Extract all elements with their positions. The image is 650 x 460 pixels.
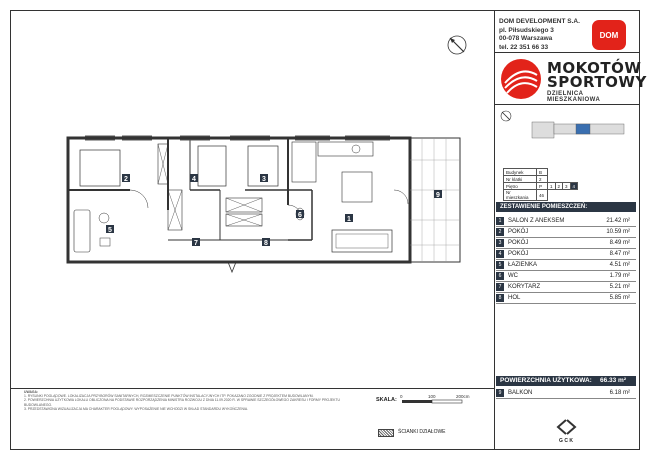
room-row xyxy=(496,260,636,271)
room-number: 6 xyxy=(496,272,504,280)
brand-title xyxy=(547,61,647,89)
floor-4: 4 xyxy=(570,183,578,190)
separator xyxy=(495,104,640,105)
note-line: UWAGA: xyxy=(24,390,39,394)
scale-mark: 100 xyxy=(428,394,436,399)
plan-label: 2 xyxy=(124,176,128,183)
gk-logo xyxy=(546,418,586,446)
room-name: BALKON xyxy=(508,390,533,396)
floor-1: 1 xyxy=(548,183,556,190)
note-line: 3. PRZEDSTAWIONA WIZUALIZACJA MA CHARAKTER POGLĄDOWY. WYPOSAŻENIE NIE WCHODZI W SKŁAD STANDARDU WYKOŃCZENIA. xyxy=(24,406,249,411)
room-number: 4 xyxy=(496,250,504,258)
plan-label: 3 xyxy=(262,176,266,183)
room-area: 21.42 m² xyxy=(606,218,630,224)
plan-label: 4 xyxy=(192,176,196,183)
company-name: DOM DEVELOPMENT S.A. xyxy=(499,18,580,25)
compass-small-icon xyxy=(500,110,512,122)
room-row xyxy=(496,238,636,249)
room-row xyxy=(496,293,636,304)
room-number: 5 xyxy=(496,261,504,269)
room-name: WC xyxy=(508,273,518,279)
floor-2: 2 xyxy=(555,183,563,190)
sheet-divider-vertical xyxy=(494,10,495,450)
company-street: pl. Piłsudskiego 3 xyxy=(499,26,554,34)
rooms-list xyxy=(496,216,636,304)
staircase-value: 2 xyxy=(537,176,548,183)
room-name: ŁAZIENKA xyxy=(508,262,538,268)
room-number: 3 xyxy=(496,239,504,247)
building-label: Budynek xyxy=(504,169,537,176)
plan-label: 6 xyxy=(298,212,302,219)
brand-mark-icon xyxy=(499,57,543,101)
floor-P: P xyxy=(537,183,548,190)
floor-3: 3 xyxy=(563,183,571,190)
rooms-title: ZESTAWIENIE POMIESZCZEŃ: xyxy=(496,202,636,212)
room-name: KORYTARZ xyxy=(508,284,541,290)
room-area: 6.18 m² xyxy=(609,390,630,396)
apartment-value: 46 xyxy=(537,190,548,201)
brand-logo xyxy=(499,57,647,103)
total-area xyxy=(496,376,636,386)
plan-label: 5 xyxy=(108,227,112,234)
note-line: 2. POWIERZCHNIA UŻYTKOWA LOKALU OBLICZONA NA PODSTAWIE ROZPORZĄDZENIA MINISTRA ROZWOJU Z DNIA 11.09.2020 R. W SPRAWIE SZCZEGÓŁOWEGO ZAKRESU I FORMY PROJEKTU BUDOWLANEGO. xyxy=(24,398,340,407)
dom-logo: DOM xyxy=(592,20,626,50)
building-value: B xyxy=(537,169,548,176)
balcony-row xyxy=(496,388,636,399)
room-row xyxy=(496,271,636,282)
total-label: POWIERZCHNIA UŻYTKOWA: xyxy=(500,377,592,384)
notes xyxy=(24,390,354,411)
brand-subtitle: DZIELNICA MIESZKANIOWA xyxy=(547,91,601,103)
room-number: 7 xyxy=(496,283,504,291)
room-number: 8 xyxy=(496,294,504,302)
compass-icon xyxy=(446,34,468,56)
brand-line2: SPORTOWY xyxy=(547,73,647,91)
staircase-label: Nr klatki xyxy=(504,176,537,183)
scale-bar xyxy=(400,392,480,410)
room-area: 10.59 m² xyxy=(606,229,630,235)
room-area: 8.47 m² xyxy=(609,251,630,257)
room-row xyxy=(496,216,636,227)
gk-text: G C K xyxy=(559,438,573,444)
company-city: 00-078 Warszawa xyxy=(499,35,553,42)
room-name: POKÓJ xyxy=(508,229,529,235)
gk-mark-icon xyxy=(555,418,577,436)
room-number: 9 xyxy=(496,389,504,397)
brand-line1: MOKOTÓW xyxy=(547,59,642,77)
legend-partition-walls: ŚCIANKI DZIAŁOWE xyxy=(398,429,446,435)
room-name: HOL xyxy=(508,295,521,301)
room-number: 2 xyxy=(496,228,504,236)
separator xyxy=(495,52,640,53)
scale-mark: 0 xyxy=(400,394,403,399)
room-row xyxy=(496,249,636,260)
room-row xyxy=(496,282,636,293)
apartment-label: Nr mieszkania xyxy=(504,190,537,201)
room-name: POKÓJ xyxy=(508,251,529,257)
plan-label: 9 xyxy=(436,192,440,199)
plan-label: 8 xyxy=(264,240,268,247)
plan-label: 7 xyxy=(194,240,198,247)
room-area: 1.79 m² xyxy=(609,273,630,279)
room-number: 1 xyxy=(496,217,504,225)
room-name: POKÓJ xyxy=(508,240,529,246)
company-info xyxy=(499,18,580,52)
room-row xyxy=(496,227,636,238)
plan-label: 1 xyxy=(347,216,351,223)
legend-swatch xyxy=(378,429,394,437)
room-area: 8.49 m² xyxy=(609,240,630,246)
scale-mark: 200cm xyxy=(456,394,470,399)
scale-label: SKALA: xyxy=(376,397,397,403)
room-area: 5.21 m² xyxy=(609,284,630,290)
company-phone: tel. 22 351 66 33 xyxy=(499,43,549,51)
floor-label: Piętro xyxy=(504,183,537,190)
site-plan xyxy=(530,116,630,148)
floor-plan xyxy=(60,130,470,280)
note-line: 1. RYSUNKI POGLĄDOWE. LOKALIZACJA PRZYBORÓW SANITARNYCH, ROZMIESZCZENIE PUNKTÓW INSTALACYJNYCH ITP. POKAZANO ZGODNIE Z PROJEKTEM BUDOWLANYM. xyxy=(24,394,314,399)
room-name: SALON Z ANEKSEM xyxy=(508,218,565,224)
total-value: 66.33 m² xyxy=(599,377,626,384)
room-area: 4.51 m² xyxy=(609,262,630,268)
building-info-table xyxy=(503,168,578,201)
room-area: 5.85 m² xyxy=(609,295,630,301)
sheet-divider-horizontal xyxy=(10,388,494,389)
